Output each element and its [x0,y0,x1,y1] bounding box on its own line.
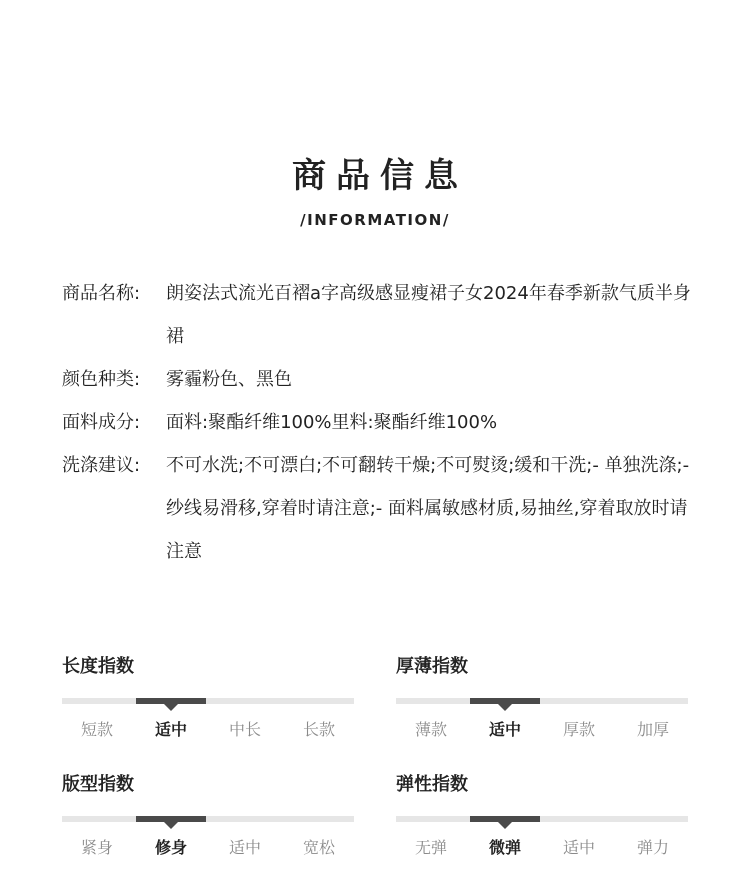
info-label: 颜色种类: [62,369,141,390]
info-row-material [62,401,702,444]
index-track [62,816,354,822]
index-track [396,816,688,822]
elasticity-index [396,770,688,857]
info-value: 不可水洗;不可漂白;不可翻转干燥;不可熨烫;缓和干洗;- 单独洗涤;- 纱线易滑移,穿着时请注意;- 面料属敏感材质,易抽丝,穿着取放时请注意 [166,455,690,562]
index-option: 适中 [154,720,187,739]
index-option: 修身 [154,838,187,857]
info-value: 朗姿法式流光百褶a字高级感显瘦裙子女2024年春季新款气质半身裙 [166,283,691,347]
index-option: 紧身 [80,838,113,857]
index-option: 弹力 [636,838,669,857]
index-options [62,836,354,860]
index-indicator [470,698,540,704]
index-title: 长度指数 [62,656,134,677]
index-track [62,698,354,704]
product-info-list [62,272,702,573]
thickness-index [396,652,688,739]
index-option: 适中 [562,838,595,857]
info-row-washing [62,444,702,573]
index-option: 加厚 [636,720,669,739]
index-track [396,698,688,704]
section-subtitle: /INFORMATION/ [300,211,450,229]
index-option: 微弹 [488,838,521,857]
index-options [62,718,354,742]
index-options [396,718,688,742]
index-option: 薄款 [414,720,447,739]
info-value: 雾霾粉色、黑色 [166,369,292,390]
index-indicator [136,816,206,822]
index-title: 厚薄指数 [396,656,468,677]
info-value: 面料:聚酯纤维100%里料:聚酯纤维100% [166,412,498,433]
info-row-name [62,272,702,358]
fit-index [62,770,354,857]
index-option: 短款 [80,720,113,739]
index-option: 长款 [302,720,335,739]
index-title: 弹性指数 [396,774,468,795]
index-option: 适中 [488,720,521,739]
index-options [396,836,688,860]
index-title: 版型指数 [62,774,134,795]
index-option: 中长 [228,720,261,739]
section-title: 商品信息 [292,156,468,196]
length-index [62,652,354,739]
index-option: 厚款 [562,720,595,739]
index-option: 无弹 [414,838,447,857]
info-label: 洗涤建议: [62,455,141,476]
info-label: 面料成分: [62,412,141,433]
info-row-color [62,358,702,401]
section-header [0,148,750,229]
index-indicator [470,816,540,822]
index-indicator [136,698,206,704]
info-label: 商品名称: [62,283,141,304]
index-option: 宽松 [302,838,335,857]
index-option: 适中 [228,838,261,857]
